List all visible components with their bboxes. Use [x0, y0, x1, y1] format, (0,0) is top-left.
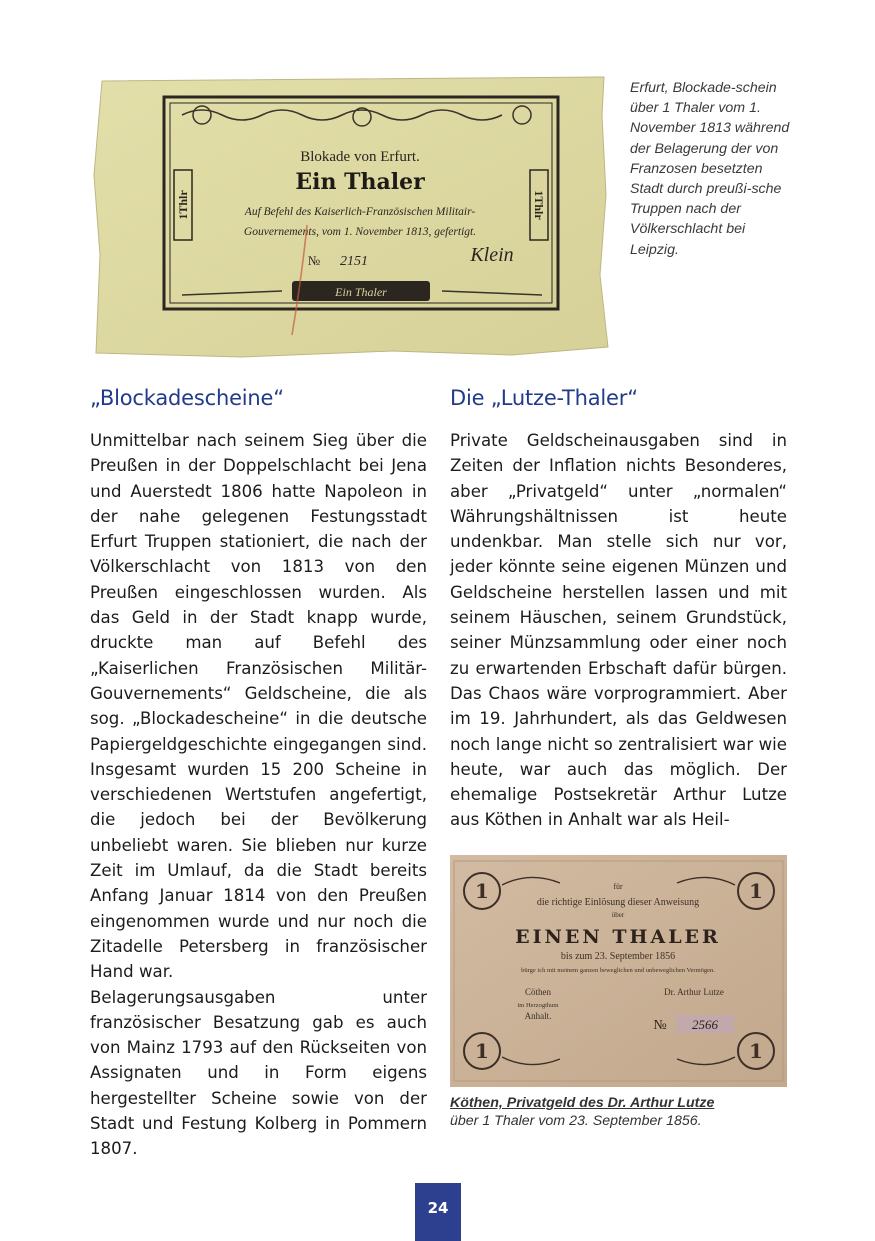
- note2-date: bis zum 23. September 1856: [560, 951, 676, 962]
- figure2-caption-line2: über 1 Thaler vom 23. September 1856.: [450, 1113, 702, 1129]
- left-paragraph-1: Unmittelbar nach seinem Sieg über die Preußen in der Doppelschlacht bei Jena und Auerstedt 1806 hatte Napoleon in der nahe gelegenen Festungsstadt Erfurt Truppen stationiert, die nach der Völkerschlacht von 1813 von den Preußen eingeschlossen wurden. Als das Geld in der Stadt knapp wurde, druckte man auf Befehl des „Kaiserlichen Französischen Militär-Gouvernements“ Geldscheine, die als sog. „Blockadescheine“ in die deutsche Papiergeldgeschichte eingegangen sind. Insgesamt wurden 15 200 Scheine in verschiedenen Wertstufen angefertigt, die jedoch bei der Bevölkerung unbeliebt waren. Sie blieben nur kurze Zeit im Umlauf, da die Stadt bereits Anfang Januar 1814 von den Preußen eingenommen wurde und nur noch die Zitadelle Petersberg in französischer Hand war.: [90, 431, 427, 982]
- note2-corner-tr: 1: [749, 879, 763, 903]
- note2-guarantee: bürge ich mit meinem ganzen beweglichen und unbeweglichen Vermögen.: [521, 967, 715, 974]
- note1-number: 2151: [340, 254, 368, 269]
- note1-text-line1: Auf Befehl des Kaiserlich-Französischen Militair-: [244, 206, 476, 218]
- note2-place2: im Herzogthum: [517, 1002, 559, 1009]
- right-paragraph-1: Private Geldscheinausgaben sind in Zeiten der Inflation nichts Besonderes, aber „Privatgeld“ unter „normalen“ Währungshältnissen ist heute undenkbar. Man stelle sich nur vor, jeder könnte seine eigenen Münzen und Geldscheine herstellen lassen und mit seinem Häuschen, seinem Grundstück, seiner Münzsammlung oder einer noch zu erwartenden Erbschaft dafür bürgen. Das Chaos wäre vorprogrammiert. Aber im 19. Jahrhundert, als das Geldwesen noch lange nicht so zentralisiert war wie heute, war auch das möglich. Der ehemalige Postsekretär Arthur Lutze aus Köthen in Anhalt war als Heil-: [450, 431, 787, 830]
- note1-bottom-label: Ein Thaler: [335, 285, 387, 299]
- page-number: 24: [427, 1199, 449, 1217]
- note2-place1: Cöthen: [525, 987, 551, 997]
- note2-corner-br: 1: [749, 1039, 763, 1063]
- koethen-banknote-image: [450, 855, 787, 1087]
- erfurt-banknote-image: [92, 75, 612, 360]
- figure2-caption: [450, 1094, 790, 1130]
- heading-blockadescheine: „Blockadescheine“: [90, 386, 284, 410]
- figure2-caption-line1: Köthen, Privatgeld des Dr. Arthur Lutze: [450, 1095, 715, 1111]
- note2-signer: Dr. Arthur Lutze: [664, 987, 724, 997]
- note2-corner-tl: 1: [475, 879, 489, 903]
- note1-title: Blokade von Erfurt.: [300, 149, 420, 165]
- note1-side-right: 1Thlr: [532, 190, 546, 220]
- left-paragraph-2: Belagerungsausgaben unter französischer Besatzung gab es auch von Mainz 1793 auf den Rückseiten von Assignaten und in Form eigens hergestellter Scheine sowie von der Stadt und Festung Kolberg in Pommern 1807.: [90, 987, 427, 1159]
- note1-signature: Klein: [470, 244, 514, 266]
- note1-side-left: 1Thlr: [176, 190, 190, 220]
- note1-number-label: №: [307, 253, 321, 268]
- left-column: [90, 428, 427, 1162]
- note2-line-ueber: über: [611, 911, 625, 919]
- heading-lutze-thaler: Die „Lutze-Thaler“: [450, 386, 638, 410]
- note2-value: EINEN THALER: [515, 926, 721, 948]
- note2-line-fuer: für: [613, 882, 623, 891]
- note2-number: 2566: [692, 1017, 718, 1032]
- note1-value: Ein Thaler: [295, 169, 425, 195]
- page-number-box: [415, 1183, 461, 1241]
- note2-number-label: №: [653, 1018, 667, 1033]
- note1-text-line2: Gouvernements, vom 1. November 1813, gefertigt.: [243, 226, 477, 238]
- note2-corner-bl: 1: [475, 1039, 489, 1063]
- right-column: [450, 428, 787, 833]
- note2-place3: Anhalt.: [524, 1011, 552, 1021]
- note2-line-einloesung: die richtige Einlösung dieser Anweisung: [536, 897, 700, 908]
- figure1-caption: Erfurt, Blockade-schein über 1 Thaler vom 1. November 1813 während der Belagerung der von Franzosen besetzten Stadt durch preußi-sche Truppen nach der Völkerschlacht bei Leipzig.: [630, 80, 790, 258]
